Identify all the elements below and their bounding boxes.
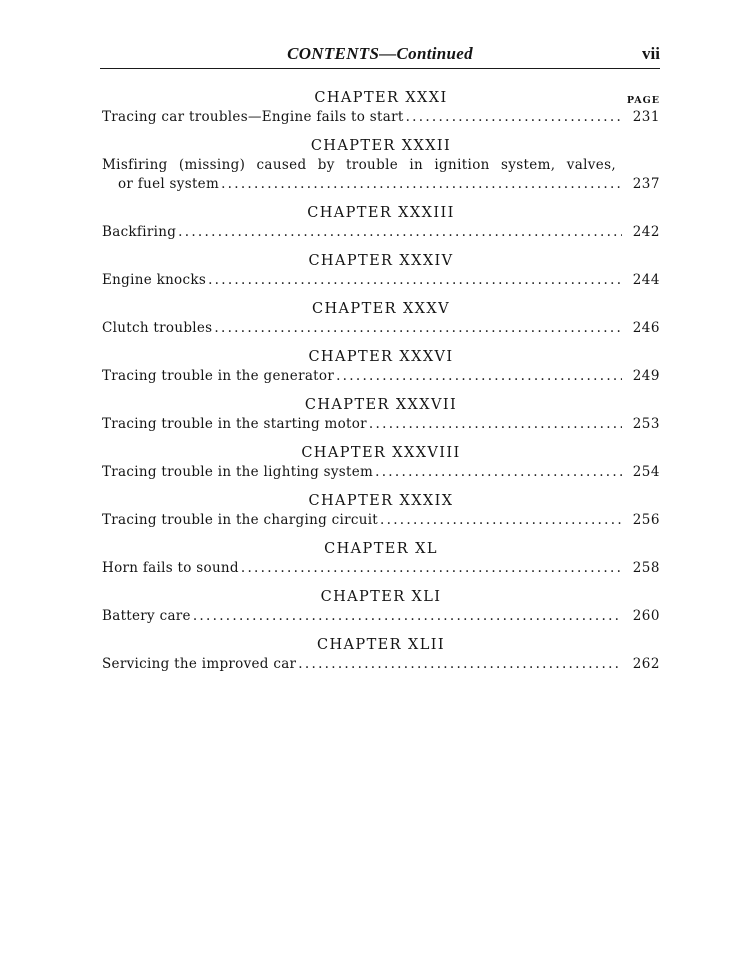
chapter-heading: CHAPTER XL (324, 541, 438, 557)
entry-title: Tracing trouble in the starting motor (102, 416, 367, 432)
chapter-heading: CHAPTER XLI (320, 589, 442, 605)
entry-page-number: 242 (632, 224, 660, 240)
page-column-label: PAGE (626, 95, 660, 106)
page-number: vii (642, 44, 660, 63)
entry-page-number: 260 (632, 608, 660, 624)
entry-title-line-2: or fuel system (118, 176, 220, 192)
toc-entry (102, 108, 660, 127)
entry-title: Tracing trouble in the generator (102, 368, 335, 384)
dot-leader (298, 655, 622, 674)
toc-entry (102, 511, 660, 530)
entry-page-number: 249 (632, 368, 660, 384)
entry-page-number: 262 (632, 656, 660, 672)
toc-entry (102, 319, 660, 338)
entry-title-line-1: Misfiring (missing) caused by trouble in ignition system, valves, (102, 157, 616, 173)
chapter-heading: CHAPTER XXXV (312, 301, 450, 317)
toc-entry (102, 271, 660, 290)
chapter-heading: CHAPTER XXXII (310, 138, 452, 154)
chapter-heading: CHAPTER XXXVIII (301, 445, 461, 461)
toc-chapter (102, 491, 660, 530)
entry-title: Tracing trouble in the lighting system (102, 464, 374, 480)
entry-title: Tracing trouble in the charging circuit (102, 512, 379, 528)
toc-chapter (102, 88, 660, 127)
entry-page-number: 231 (632, 109, 660, 125)
table-of-contents (102, 88, 660, 683)
dot-leader (375, 463, 622, 482)
toc-entry (102, 175, 660, 194)
dot-leader (380, 511, 622, 530)
toc-chapter (102, 635, 660, 674)
dot-leader (214, 319, 622, 338)
chapter-heading: CHAPTER XXXVII (304, 397, 458, 413)
toc-chapter (102, 347, 660, 386)
entry-title: Battery care (102, 608, 191, 624)
entry-page-number: 246 (632, 320, 660, 336)
toc-entry (102, 655, 660, 674)
chapter-heading: CHAPTER XXXI (314, 90, 448, 106)
toc-chapter (102, 251, 660, 290)
entry-title: Horn fails to sound (102, 560, 239, 576)
chapter-heading: CHAPTER XXXIII (307, 205, 455, 221)
entry-title: Servicing the improved car (102, 656, 297, 672)
toc-entry (102, 223, 660, 242)
toc-entry (102, 367, 660, 386)
chapter-heading: CHAPTER XXXVI (308, 349, 454, 365)
toc-chapter (102, 299, 660, 338)
entry-page-number: 256 (632, 512, 660, 528)
entry-page-number: 244 (632, 272, 660, 288)
dot-leader (336, 367, 622, 386)
entry-title: Backfiring (102, 224, 177, 240)
chapter-heading: CHAPTER XXXIX (308, 493, 454, 509)
dot-leader (193, 607, 622, 626)
toc-chapter (102, 587, 660, 626)
toc-entry (102, 415, 660, 434)
entry-title: Tracing car troubles—Engine fails to start (102, 109, 404, 125)
dot-leader (241, 559, 622, 578)
dot-leader (406, 108, 622, 127)
dot-leader (369, 415, 622, 434)
chapter-heading: CHAPTER XLII (317, 637, 445, 653)
entry-page-number: 253 (632, 416, 660, 432)
running-head (100, 42, 660, 69)
entry-page-number: 237 (632, 176, 660, 192)
entry-page-number: 258 (632, 560, 660, 576)
dot-leader (208, 271, 622, 290)
chapter-heading: CHAPTER XXXIV (308, 253, 454, 269)
dot-leader (178, 223, 622, 242)
entry-title: Clutch troubles (102, 320, 213, 336)
toc-chapter (102, 443, 660, 482)
toc-chapter (102, 136, 660, 194)
toc-entry (102, 463, 660, 482)
dot-leader (221, 175, 622, 194)
toc-chapter (102, 203, 660, 242)
entry-title: Engine knocks (102, 272, 207, 288)
entry-page-number: 254 (632, 464, 660, 480)
toc-chapter (102, 395, 660, 434)
toc-entry (102, 559, 660, 578)
toc-chapter (102, 539, 660, 578)
toc-entry (102, 607, 660, 626)
running-head-title: CONTENTS—Continued (287, 44, 473, 63)
